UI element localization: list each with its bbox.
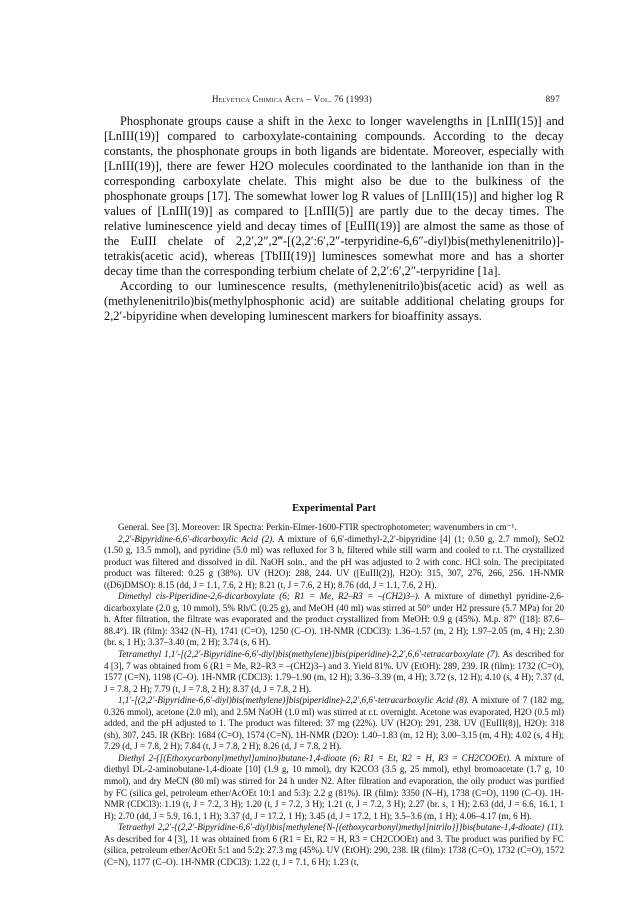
- experimental-paragraph: [104, 591, 564, 649]
- compound-name: Dimethyl cis-Piperidine-2,6-dicarboxylate (6; R1 = Me, R2–R3 = –(CH2)3–).: [118, 591, 421, 602]
- experimental-paragraph: [104, 522, 564, 534]
- body-paragraph: Phosphonate groups cause a shift in the λexc to longer wavelengths in [LnIII(15)] and [LnIII(19)] compared to carboxylate-containing compounds. According to the decay constants, the phosphonate groups in both ligands are bidentate. Moreover, especially with [LnIII(19)], there are fewer H2O molecules coordinated to the lanthanide ion than in the corresponding carboxylate chelate. This might also be due to the bulkiness of the phosphonate groups [17]. The somewhat lower log R values of [LnIII(15)] and higher log R values of [LnIII(19)] as compared to [LnIII(5)] are partly due to the decay times. The relative luminescence yield and decay times of [EuIII(19)] are almost the same as those of the EuIII chelate of 2,2′,2″,2‴-[(2,2′:6′,2″-terpyridine-6,6″-diyl)bis(methylenenitrilo)]-tetrakis(acetic acid), whereas [TbIII(19)] luminesces somewhat more and has a shorter decay time than the corresponding terbium chelate of 2,2′:6′,2″-terpyridine [1a].: [104, 114, 564, 278]
- experimental-paragraph: [104, 695, 564, 753]
- discussion-text: [104, 114, 564, 324]
- compound-name: 2,2′-Bipyridine-6,6′-dicarboxylic Acid (2).: [118, 533, 275, 544]
- procedure-text: A mixture of dimethyl pyridine-2,6-dicarboxylate (2.0 g, 10 mmol), 5% Rh/C (0.25 g), and MeOH (40 ml) was stirred at 50° under H2 pressure (5.7 MPa) for 20 h. After filtration, the filtrate was evaporated and the product crystallized from MeOH: 0.9 g (45%). M.p. 87° ([18]: 87.6–88.4°). IR (film): 3342 (N–H), 1741 (C=O), 1250 (C–O). 1H-NMR (CDCl3): 1.36–1.57 (m, 2 H); 1.97–2.05 (m, 4 H); 2.30 (br. s, 1 H); 3.37–3.40 (m, 2 H); 3.74 (s, 6 H).: [104, 591, 564, 648]
- section-title: Experimental Part: [292, 503, 376, 514]
- procedure-text: As described for 4 [3], 7 was obtained from 6 (R1 = Me, R2–R3 = –(CH2)3–) and 3. Yield 81%. UV (EtOH): 289, 239. IR (film): 1732 (C=O), 1577 (C=N), 1198 (C–O). 1H-NMR (CDCl3): 1.79–1.90 (m, 12 H); 3.36–3.39 (m, 4 H); 3.72 (s, 12 H); 4.10 (s, 4 H); 7.37 (d, J = 7.8, 2 H); 7.79 (t, J = 7.8, 2 H); 8.37 (d, J = 7.8, 2 H).: [104, 649, 565, 694]
- experimental-paragraph: [104, 649, 564, 695]
- experimental-section: [104, 522, 564, 868]
- compound-name: Tetramethyl 1,1′-[(2,2′-Bipyridine-6,6′-diyl)bis(methylene)]bis(piperidine)-2,2′,6,6′-tetracarboxylate (7).: [118, 649, 501, 660]
- experimental-paragraph: [104, 753, 564, 822]
- experimental-paragraph: [104, 822, 564, 868]
- experimental-paragraph: [104, 534, 564, 592]
- page-number: 897: [545, 94, 560, 104]
- procedure-text: A mixture of diethyl DL-2-aminobutane-1,4-dioate [10] (1.9 g, 10 mmol), dry K2CO3 (3.5 g, 25 mmol), ethyl bromoacetate (1.7 g, 10 mmol), and dry MeCN (80 ml) was stirred for 24 h under N2. After filtration and evaporation, the oily product was purified by FC (silica gel, petroleum ether/AcOEt 10:1 and 5:3): 2.2 g (81%). IR (film): 3350 (N–H), 1738 (C=O), 1190 (C–O). 1H-NMR (CDCl3): 1.19 (t, J = 7.2, 3 H); 1.20 (t, J = 7.2, 3 H); 1.21 (t, J = 7.2, 3 H); 2.27 (br. s, 1 H); 2.63 (dd, J = 6.6, 16.1, 1 H); 2.70 (dd, J = 5.9, 16.1, 1 H); 3.37 (d, J = 17.2, 1 H); 3.45 (d, J = 17.2, 1 H); 3.5–3.6 (m, 1 H); 4.06–4.17 (m, 6 H).: [104, 752, 565, 821]
- procedure-text: General. See [3]. Moreover: IR Spectra: Perkin-Elmer-1600-FTIR spectrophotometer; wavenumbers in cm⁻¹.: [118, 522, 517, 532]
- compound-name: Diethyl 2-{[(Ethoxycarbonyl)methyl]amino}butane-1,4-dioate (6; R1 = Et, R2 = H, R3 = CH2COOEt).: [118, 752, 512, 763]
- journal-title: Helvetica Chimica Acta – Vol. 76 (1993): [212, 94, 373, 104]
- compound-name: 1,1′-[(2,2′-Bipyridine-6,6′-diyl)bis(methylene)]bis(piperidine)-2,2′,6,6′-tetracarboxylic Acid (8).: [118, 695, 470, 706]
- compound-name: Tetraethyl 2,2′-{(2,2′-Bipyridine-6,6′-diyl)bis[methylene{N-[(ethoxycarbonyl)methyl]nitrilo}]}bis(butane-1,4-dioate) (11).: [118, 822, 564, 833]
- procedure-text: A mixture of 7 (182 mg, 0.326 mmol), acetone (2.0 ml), and 2.5M NaOH (1.0 ml) was stirred at r.t. overnight. Acetone was evaporated, H2O (0.5 ml) added, and the pH adjusted to 1. The product was filtered: 37 mg (22%). UV (H2O): 291, 238. UV ([EuIII(8)], H2O): 318 (sh), 307, 245. IR (KBr): 1684 (C=O), 1574 (C=N). 1H-NMR (D2O): 1.40–1.83 (m, 12 H); 3.00–3.15 (m, 4 H); 4.02 (s, 4 H); 7.29 (d, J = 7.8, 2 H); 7.84 (t, J = 7.8, 2 H); 8.26 (d, J = 7.8, 2 H).: [104, 695, 564, 752]
- body-paragraph: According to our luminescence results, (methylenenitrilo)bis(acetic acid) as well as (methylenenitrilo)bis(methylphosphonic acid) are suitable additional chelating groups for 2,2′-bipyridine when developing luminescent markers for bioaffinity assays.: [104, 279, 564, 323]
- procedure-text: As described for 4 [3], 11 was obtained from 6 (R1 = Et, R2 = H, R3 = CH2COOEt) and 3. The product was purified by FC (silica, petroleum ether/AcOEt 5:1 and 5:2): 27.3 mg (45%). UV (EtOH): 290, 238. IR (film): 1738 (C=O), 1732 (C=O), 1572 (C=N), 1177 (C–O). 1H-NMR (CDCl3): 1.22 (t, J = 7.1, 6 H); 1.23 (t,: [104, 833, 564, 867]
- procedure-text: A mixture of 6,6′-dimethyl-2,2′-bipyridine [4] (1; 0.50 g, 2.7 mmol), SeO2 (1.50 g, 13.5 mmol), and pyridine (5.0 ml) was refluxed for 3 h, filtered while still warm and cooled to r.t. The crystallized product was filtered and dissolved in dil. NaOH soln., and the pH was adjusted to 2 with conc. HCl soln. The precipitated product was filtered: 0.25 g (38%). UV (H2O): 288, 244. UV ([EuIII(2)], H2O): 315, 307, 276, 266, 256. 1H-NMR ((D6)DMSO): 8.15 (dd, J = 1.1, 7.6, 2 H); 8.21 (t, J = 7.6, 2 H); 8.76 (dd, J = 1.1, 7.6, 2 H).: [104, 533, 564, 590]
